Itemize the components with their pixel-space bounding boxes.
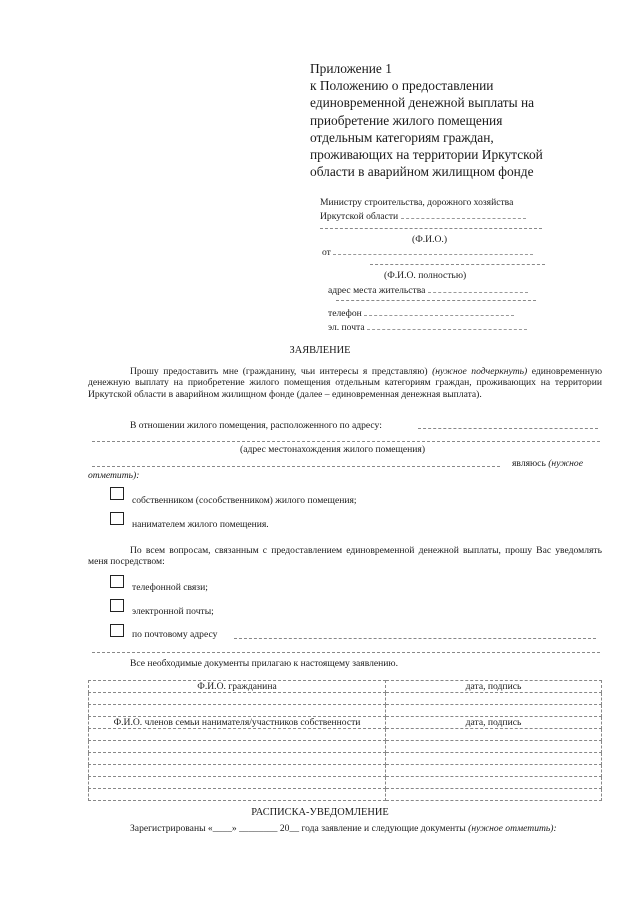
option-owner: собственником (сособственником) жилого помещения;	[132, 495, 357, 506]
para1-italic: (нужное подчеркнуть)	[432, 366, 528, 377]
phone-label: телефон	[328, 308, 362, 319]
table-cell[interactable]	[386, 789, 602, 801]
appendix-line: отдельным категориям граждан,	[310, 129, 494, 145]
email-field[interactable]	[367, 321, 527, 330]
table-cell[interactable]	[386, 705, 602, 717]
table-cell[interactable]	[89, 705, 386, 717]
header-date-signature-2: дата, подпись	[386, 717, 602, 729]
address-line2[interactable]	[336, 300, 536, 301]
table-cell[interactable]	[89, 741, 386, 753]
from-field[interactable]	[333, 246, 533, 255]
ministry-line1: Министру строительства, дорожного хозяйства	[320, 197, 514, 208]
para2-italic-a: (нужное	[548, 458, 583, 469]
para2-tail: являюсь	[512, 458, 546, 469]
notify-email-checkbox[interactable]	[110, 599, 124, 612]
para2-italic-b: отметить):	[88, 470, 140, 481]
table-cell[interactable]	[386, 741, 602, 753]
para1-lead: Прошу предоставить мне (гражданину, чьи интересы я представляю)	[130, 366, 428, 377]
table-row	[89, 681, 602, 693]
phone-field[interactable]	[364, 307, 514, 316]
address-label: адрес места жительства	[328, 285, 426, 296]
from-line	[322, 246, 533, 258]
table-cell[interactable]	[386, 729, 602, 741]
table-cell[interactable]	[89, 765, 386, 777]
ministry-line2-text: Иркутской области	[320, 211, 399, 222]
table-row	[89, 705, 602, 717]
header-fio-members: Ф.И.О. членов семьи нанимателя/участников собственности	[89, 717, 386, 729]
fio-full-hint: (Ф.И.О. полностью)	[384, 270, 467, 281]
receipt-lead: Зарегистрированы «____» ________ 20__ года заявление и следующие документы	[130, 823, 466, 834]
notify-post: по почтовому адресу	[132, 629, 218, 640]
address-field-1[interactable]	[418, 428, 598, 429]
table-row	[89, 741, 602, 753]
table-row	[89, 765, 602, 777]
appendix-line: к Положению о предоставлении	[310, 78, 494, 94]
table-row	[89, 729, 602, 741]
from-label: от	[322, 247, 331, 258]
appendix-header	[310, 60, 630, 180]
email-line	[328, 321, 527, 333]
attachments-text: Все необходимые документы прилагаю к настоящему заявлению.	[130, 658, 398, 669]
receipt-title: РАСПИСКА-УВЕДОМЛЕНИЕ	[251, 807, 389, 818]
table-cell[interactable]	[386, 693, 602, 705]
address-field-2[interactable]	[92, 441, 600, 442]
table-row	[89, 789, 602, 801]
address-hint: (адрес местонахождения жилого помещения)	[240, 444, 426, 455]
receipt-paragraph	[88, 823, 602, 834]
header-fio-citizen: Ф.И.О. гражданина	[89, 681, 386, 693]
address-field[interactable]	[428, 284, 528, 293]
document-title: ЗАЯВЛЕНИЕ	[289, 345, 351, 356]
notify-email: электронной почты;	[132, 606, 214, 617]
option-tenant: нанимателем жилого помещения.	[132, 519, 269, 530]
paragraph-request	[88, 366, 602, 400]
table-cell[interactable]	[386, 777, 602, 789]
address-field-3[interactable]	[92, 466, 500, 467]
appendix-line: Приложение 1	[310, 61, 392, 76]
table-cell[interactable]	[386, 753, 602, 765]
appendix-line: проживающих на территории Иркутской	[310, 147, 543, 163]
notify-post-checkbox[interactable]	[110, 624, 124, 637]
from-line2[interactable]	[370, 264, 545, 265]
fio-hint: (Ф.И.О.)	[412, 234, 448, 245]
receipt-italic: (нужное отметить):	[468, 823, 557, 834]
paragraph-notify: По всем вопросам, связанным с предоставлением единовременной денежной выплаты, прошу Вас уведомлять меня посредством:	[88, 545, 602, 568]
table-cell[interactable]	[89, 777, 386, 789]
ministry-fio-line[interactable]	[320, 228, 542, 229]
ministry-line2	[320, 210, 526, 222]
post-address-field-2[interactable]	[92, 652, 600, 653]
owner-checkbox[interactable]	[110, 487, 124, 500]
address-line	[328, 284, 528, 296]
signature-table	[88, 680, 602, 801]
para2-lead: В отношении жилого помещения, расположенного по адресу:	[130, 420, 382, 431]
para1-rest: единовременную денежную выплату на приобретение жилого помещения отдельным категориям граждан, проживающих на территории Иркутской области в аварийном жилищном фонде (далее – единовременная денежная выплата).	[88, 366, 602, 400]
table-row	[89, 693, 602, 705]
ministry-fio-field[interactable]	[401, 210, 526, 219]
appendix-line: области в аварийном жилищном фонде	[310, 164, 534, 180]
table-cell[interactable]	[89, 729, 386, 741]
header-date-signature: дата, подпись	[386, 681, 602, 693]
post-address-field-1[interactable]	[234, 638, 596, 639]
table-cell[interactable]	[89, 693, 386, 705]
notify-phone: телефонной связи;	[132, 582, 208, 593]
table-row	[89, 717, 602, 729]
table-cell[interactable]	[89, 753, 386, 765]
appendix-line: приобретение жилого помещения	[310, 112, 503, 128]
tenant-checkbox[interactable]	[110, 512, 124, 525]
notify-phone-checkbox[interactable]	[110, 575, 124, 588]
table-cell[interactable]	[89, 789, 386, 801]
para2-tail-line	[512, 458, 583, 469]
phone-line	[328, 307, 514, 319]
table-row	[89, 753, 602, 765]
email-label: эл. почта	[328, 322, 365, 333]
table-row	[89, 777, 602, 789]
table-cell[interactable]	[386, 765, 602, 777]
appendix-line: единовременной денежной выплаты на	[310, 95, 535, 111]
